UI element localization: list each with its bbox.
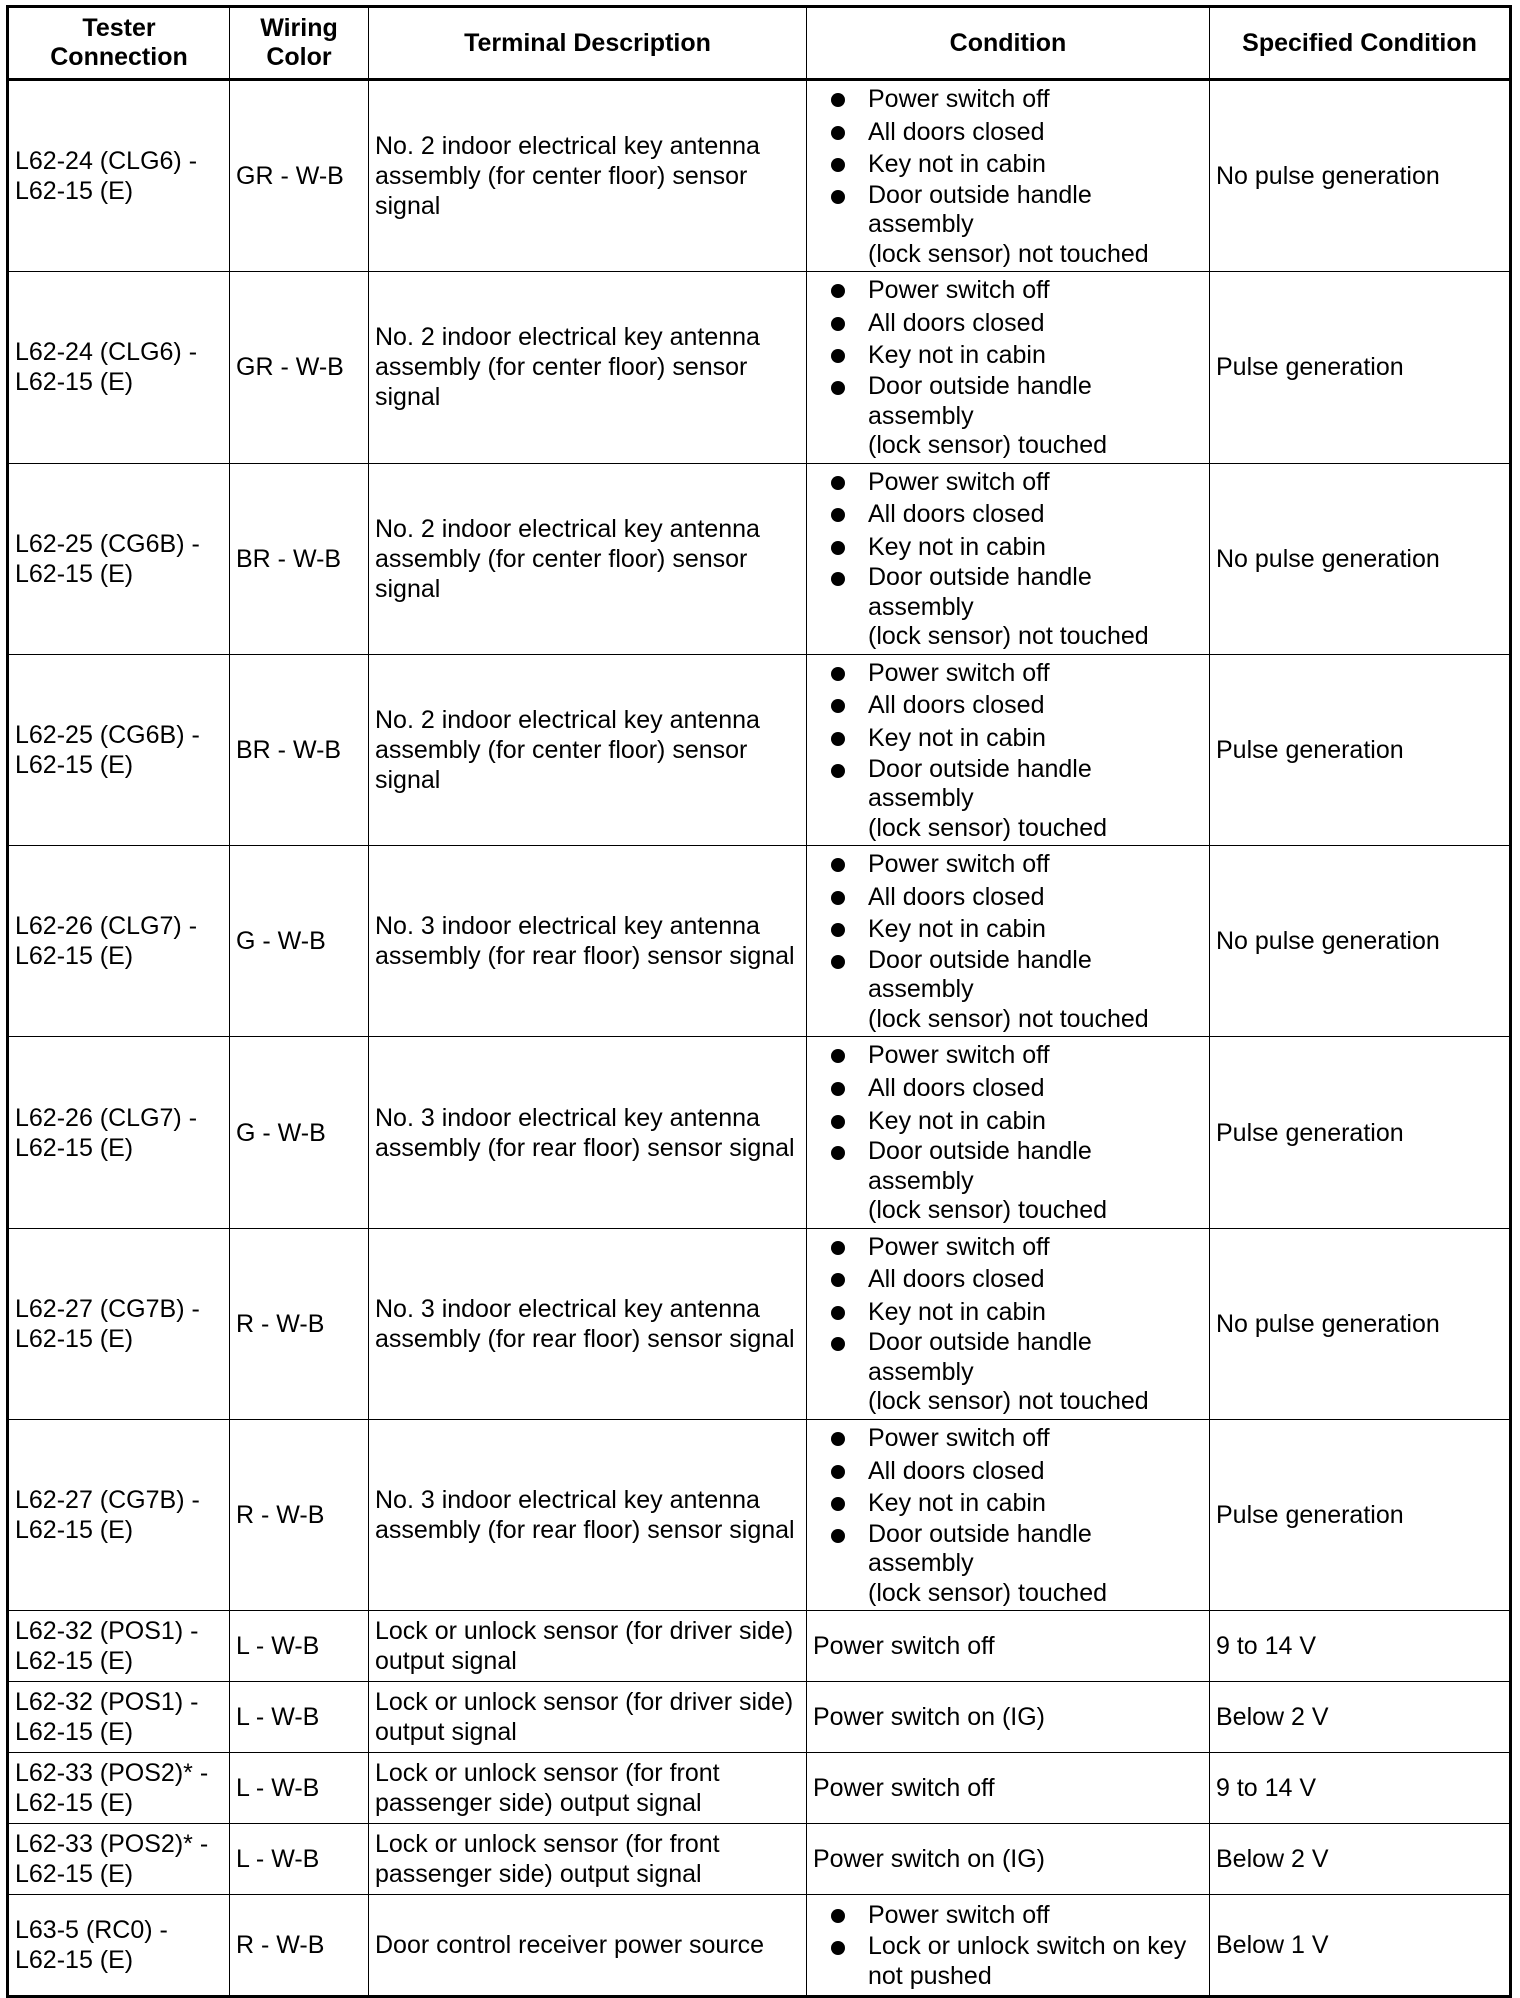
tester-connection-line: L63-5 (RC0) - (15, 1916, 168, 1945)
tester-connection-line: L62-25 (CG6B) - (15, 720, 200, 749)
terminal-description-cell (369, 1228, 807, 1419)
condition-bullet-item (813, 181, 1203, 270)
terminal-description-line: No. 2 indoor electrical key antenna (375, 132, 760, 161)
condition-line: Door outside handle assembly (868, 372, 1092, 430)
terminal-description-line: Lock or unlock sensor (for driver side) (375, 1688, 794, 1717)
condition-bullet-item (813, 1422, 1203, 1455)
terminal-description-line: No. 3 indoor electrical key antenna (375, 1486, 760, 1515)
terminal-description-cell (369, 272, 807, 463)
condition-line: Door outside handle assembly (868, 945, 1092, 1004)
tester-connection-cell (8, 463, 230, 654)
table-row (8, 1611, 1511, 1682)
condition-line: Key not in cabin (868, 724, 1046, 753)
terminal-description-line: signal (375, 574, 441, 603)
terminal-description-line: No. 2 indoor electrical key antenna (375, 514, 760, 543)
specified-condition-cell: No pulse generation (1210, 80, 1511, 272)
terminal-description-cell (369, 1895, 807, 1997)
wiring-color-cell: L - W-B (230, 1611, 369, 1682)
tester-connection-line: L62-15 (E) (15, 942, 134, 971)
condition-line: (lock sensor) not touched (868, 622, 1149, 651)
condition-line: Key not in cabin (868, 341, 1046, 370)
condition-bullet-item (813, 1231, 1203, 1264)
condition-cell (807, 463, 1210, 654)
terminal-description-cell (369, 1753, 807, 1824)
condition-line: All doors closed (868, 882, 1045, 911)
condition-line: Door outside handle assembly (868, 1137, 1092, 1195)
terminal-description-line: Lock or unlock sensor (for front (375, 1759, 720, 1788)
condition-bullet-item (813, 1137, 1203, 1226)
condition-line: not pushed (868, 1961, 992, 1990)
condition-cell: Power switch on (IG) (807, 1682, 1210, 1753)
condition-line: (lock sensor) not touched (868, 1004, 1149, 1033)
wiring-color-cell: G - W-B (230, 1037, 369, 1228)
condition-cell (807, 1228, 1210, 1419)
table-row (8, 1228, 1511, 1419)
terminal-description-line: No. 3 indoor electrical key antenna (375, 912, 760, 941)
terminal-description-cell (369, 1037, 807, 1228)
condition-line: Door outside handle assembly (868, 563, 1092, 621)
condition-cell: Power switch off (807, 1753, 1210, 1824)
wiring-color-cell: L - W-B (230, 1753, 369, 1824)
condition-list (813, 1422, 1203, 1608)
header-terminal-description: Terminal Description (369, 7, 807, 80)
condition-bullet-item (813, 116, 1203, 149)
tester-connection-line: L62-25 (CG6B) - (15, 529, 200, 558)
condition-list (813, 657, 1203, 843)
terminal-description-line: No. 2 indoor electrical key antenna (375, 323, 760, 352)
condition-line: All doors closed (868, 1456, 1045, 1485)
terminal-description-cell (369, 1611, 807, 1682)
condition-cell (807, 80, 1210, 272)
condition-bullet-item (813, 1520, 1203, 1609)
terminal-description-line: output signal (375, 1718, 517, 1747)
condition-line: Door outside handle assembly (868, 1328, 1092, 1386)
condition-bullet-item (813, 1487, 1203, 1520)
table-body (8, 80, 1511, 1997)
tester-connection-line: L62-15 (E) (15, 1946, 134, 1975)
condition-bullet-item (813, 848, 1203, 881)
condition-line: Key not in cabin (868, 150, 1046, 179)
tester-connection-line: L62-15 (E) (15, 750, 134, 779)
condition-list (813, 1039, 1203, 1225)
condition-line: Power switch off (868, 1041, 1050, 1070)
condition-line: Power switch off (868, 850, 1050, 879)
condition-bullet-item (813, 1932, 1203, 1991)
tester-connection-cell (8, 1419, 230, 1610)
tester-connection-line: L62-15 (E) (15, 559, 134, 588)
specified-condition-cell: Pulse generation (1210, 1419, 1511, 1610)
wiring-color-cell: GR - W-B (230, 272, 369, 463)
tester-connection-line: L62-24 (CLG6) - (15, 147, 198, 176)
tester-connection-cell (8, 1895, 230, 1997)
condition-line: All doors closed (868, 1265, 1045, 1294)
condition-bullet-item (813, 755, 1203, 844)
wiring-color-cell: GR - W-B (230, 80, 369, 272)
condition-list (813, 1899, 1203, 1991)
table-row (8, 846, 1511, 1037)
condition-bullet-item (813, 466, 1203, 499)
terminal-description-line: signal (375, 192, 441, 221)
terminal-description-line: passenger side) output signal (375, 1789, 702, 1818)
condition-bullet-item (813, 1328, 1203, 1417)
condition-bullet-item (813, 339, 1203, 372)
header-tester-connection: Tester Connection (8, 7, 230, 80)
condition-line: All doors closed (868, 117, 1045, 146)
header-row (8, 7, 1511, 80)
condition-line: All doors closed (868, 1074, 1045, 1102)
terminal-description-cell (369, 654, 807, 845)
terminal-description-cell (369, 80, 807, 272)
terminal-description-line: Door control receiver power source (375, 1931, 765, 1960)
tester-connection-cell (8, 1037, 230, 1228)
terminal-description-line: assembly (for rear floor) sensor signal (375, 942, 795, 971)
table-row (8, 654, 1511, 845)
condition-line: Key not in cabin (868, 1297, 1046, 1326)
tester-connection-line: L62-15 (E) (15, 1647, 134, 1676)
condition-bullet-item (813, 372, 1203, 461)
tester-connection-cell (8, 1611, 230, 1682)
condition-cell (807, 654, 1210, 845)
condition-line: Power switch off (868, 1423, 1050, 1452)
terminal-description-line: assembly (for rear floor) sensor signal (375, 1516, 795, 1545)
condition-list (813, 1231, 1203, 1417)
condition-line: Key not in cabin (868, 915, 1046, 944)
condition-line: Power switch off (868, 276, 1050, 305)
specified-condition-cell: No pulse generation (1210, 846, 1511, 1037)
tester-connection-cell (8, 846, 230, 1037)
table-row (8, 1037, 1511, 1228)
condition-cell (807, 272, 1210, 463)
table-row (8, 1824, 1511, 1895)
tester-connection-line: L62-15 (E) (15, 1133, 134, 1162)
condition-bullet-item (813, 498, 1203, 531)
terminal-description-line: passenger side) output signal (375, 1860, 702, 1889)
condition-bullet-item (813, 1039, 1203, 1072)
terminal-description-line: No. 2 indoor electrical key antenna (375, 705, 760, 734)
terminal-description-line: Lock or unlock sensor (for front (375, 1830, 720, 1859)
condition-list (813, 466, 1203, 652)
wiring-color-cell: R - W-B (230, 1419, 369, 1610)
condition-line: (lock sensor) touched (868, 813, 1108, 842)
tester-connection-line: L62-33 (POS2)* - (15, 1830, 209, 1859)
condition-list (813, 848, 1203, 1034)
header-condition: Condition (807, 7, 1210, 80)
condition-list (813, 274, 1203, 460)
table-row (8, 1895, 1511, 1997)
tester-connection-line: L62-15 (E) (15, 1718, 134, 1747)
wiring-color-cell: R - W-B (230, 1895, 369, 1997)
terminal-description-line: assembly (for center floor) sensor (375, 162, 748, 191)
condition-bullet-item (813, 689, 1203, 722)
tester-connection-cell (8, 1753, 230, 1824)
terminal-description-line: Lock or unlock sensor (for driver side) (375, 1617, 794, 1646)
condition-bullet-item (813, 1105, 1203, 1138)
table-row (8, 463, 1511, 654)
condition-bullet-item (813, 274, 1203, 307)
table-row (8, 80, 1511, 272)
condition-bullet-item (813, 913, 1203, 946)
condition-line: (lock sensor) not touched (868, 239, 1149, 268)
spec-table (6, 5, 1512, 1998)
condition-cell (807, 1895, 1210, 1997)
condition-cell (807, 846, 1210, 1037)
condition-line: Power switch off (868, 1901, 1050, 1930)
terminal-description-cell (369, 1419, 807, 1610)
specified-condition-cell: Below 2 V (1210, 1682, 1511, 1753)
condition-line: Door outside handle assembly (868, 1519, 1092, 1578)
condition-line: All doors closed (868, 691, 1045, 720)
condition-bullet-item (813, 563, 1203, 652)
specified-condition-cell: No pulse generation (1210, 1228, 1511, 1419)
tester-connection-cell (8, 654, 230, 845)
condition-bullet-item (813, 946, 1203, 1035)
condition-line: Power switch off (868, 1232, 1050, 1261)
tester-connection-line: L62-24 (CLG6) - (15, 338, 198, 367)
condition-bullet-item (813, 1296, 1203, 1329)
tester-connection-line: L62-27 (CG7B) - (15, 1294, 200, 1323)
condition-line: Door outside handle assembly (868, 180, 1092, 239)
terminal-description-line: No. 3 indoor electrical key antenna (375, 1103, 760, 1132)
terminal-description-line: assembly (for center floor) sensor (375, 544, 748, 573)
condition-bullet-item (813, 531, 1203, 564)
terminal-description-line: output signal (375, 1647, 517, 1676)
condition-line: Power switch off (868, 85, 1050, 113)
terminal-description-line: assembly (for center floor) sensor (375, 353, 748, 382)
condition-bullet-item (813, 1072, 1203, 1105)
table-header (8, 7, 1511, 80)
table-row (8, 1682, 1511, 1753)
tester-connection-line: L62-15 (E) (15, 1789, 134, 1818)
tester-connection-line: L62-32 (POS1) - (15, 1617, 199, 1646)
condition-line: Door outside handle assembly (868, 754, 1092, 813)
specified-condition-cell: 9 to 14 V (1210, 1753, 1511, 1824)
condition-bullet-item (813, 83, 1203, 116)
condition-line: Lock or unlock switch on key (868, 1932, 1187, 1961)
wiring-color-cell: L - W-B (230, 1824, 369, 1895)
wiring-color-cell: G - W-B (230, 846, 369, 1037)
tester-connection-line: L62-15 (E) (15, 1516, 134, 1545)
tester-connection-cell (8, 1824, 230, 1895)
condition-line: (lock sensor) not touched (868, 1387, 1149, 1416)
terminal-description-line: signal (375, 383, 441, 412)
tester-connection-line: L62-15 (E) (15, 177, 134, 206)
wiring-color-cell: L - W-B (230, 1682, 369, 1753)
condition-cell: Power switch on (IG) (807, 1824, 1210, 1895)
condition-list (813, 83, 1203, 269)
tester-connection-line: L62-15 (E) (15, 368, 134, 397)
specified-condition-cell: Below 1 V (1210, 1895, 1511, 1997)
table-row (8, 272, 1511, 463)
condition-line: (lock sensor) touched (868, 1196, 1108, 1225)
tester-connection-line: L62-32 (POS1) - (15, 1688, 199, 1717)
tester-connection-line: L62-26 (CLG7) - (15, 912, 198, 941)
header-wiring-color: Wiring Color (230, 7, 369, 80)
tester-connection-cell (8, 80, 230, 272)
terminal-description-line: signal (375, 765, 441, 794)
condition-bullet-item (813, 307, 1203, 340)
condition-bullet-item (813, 657, 1203, 690)
condition-bullet-item (813, 722, 1203, 755)
condition-line: Key not in cabin (868, 1106, 1046, 1135)
condition-cell (807, 1419, 1210, 1610)
tester-connection-cell (8, 1228, 230, 1419)
tester-connection-line: L62-15 (E) (15, 1324, 134, 1353)
specified-condition-cell: 9 to 14 V (1210, 1611, 1511, 1682)
specified-condition-cell: Below 2 V (1210, 1824, 1511, 1895)
terminal-description-line: No. 3 indoor electrical key antenna (375, 1294, 760, 1323)
terminal-description-cell (369, 846, 807, 1037)
tester-connection-line: L62-27 (CG7B) - (15, 1486, 200, 1515)
condition-bullet-item (813, 148, 1203, 181)
specified-condition-cell: Pulse generation (1210, 654, 1511, 845)
condition-bullet-item (813, 1263, 1203, 1296)
header-specified-condition: Specified Condition (1210, 7, 1511, 80)
tester-connection-line: L62-26 (CLG7) - (15, 1103, 198, 1132)
condition-bullet-item (813, 1455, 1203, 1488)
table-row (8, 1419, 1511, 1610)
terminal-description-line: assembly (for rear floor) sensor signal (375, 1133, 795, 1162)
terminal-description-line: assembly (for rear floor) sensor signal (375, 1324, 795, 1353)
wiring-color-cell: BR - W-B (230, 654, 369, 845)
wiring-color-cell: R - W-B (230, 1228, 369, 1419)
condition-bullet-item (813, 881, 1203, 914)
condition-cell: Power switch off (807, 1611, 1210, 1682)
condition-line: All doors closed (868, 308, 1045, 337)
condition-cell (807, 1037, 1210, 1228)
specified-condition-cell: Pulse generation (1210, 272, 1511, 463)
specified-condition-cell: No pulse generation (1210, 463, 1511, 654)
wiring-color-cell: BR - W-B (230, 463, 369, 654)
tester-connection-cell (8, 1682, 230, 1753)
condition-line: (lock sensor) touched (868, 1578, 1108, 1607)
condition-line: Power switch off (868, 467, 1050, 496)
tester-connection-cell (8, 272, 230, 463)
condition-line: (lock sensor) touched (868, 431, 1108, 460)
terminal-description-cell (369, 463, 807, 654)
table-row (8, 1753, 1511, 1824)
condition-line: All doors closed (868, 500, 1045, 529)
condition-bullet-item (813, 1899, 1203, 1932)
terminal-description-cell (369, 1682, 807, 1753)
condition-line: Key not in cabin (868, 532, 1046, 561)
condition-line: Key not in cabin (868, 1489, 1046, 1518)
terminal-description-line: assembly (for center floor) sensor (375, 735, 748, 764)
tester-connection-line: L62-33 (POS2)* - (15, 1759, 209, 1788)
terminal-description-cell (369, 1824, 807, 1895)
tester-connection-line: L62-15 (E) (15, 1860, 134, 1889)
specified-condition-cell: Pulse generation (1210, 1037, 1511, 1228)
condition-line: Power switch off (868, 658, 1050, 687)
